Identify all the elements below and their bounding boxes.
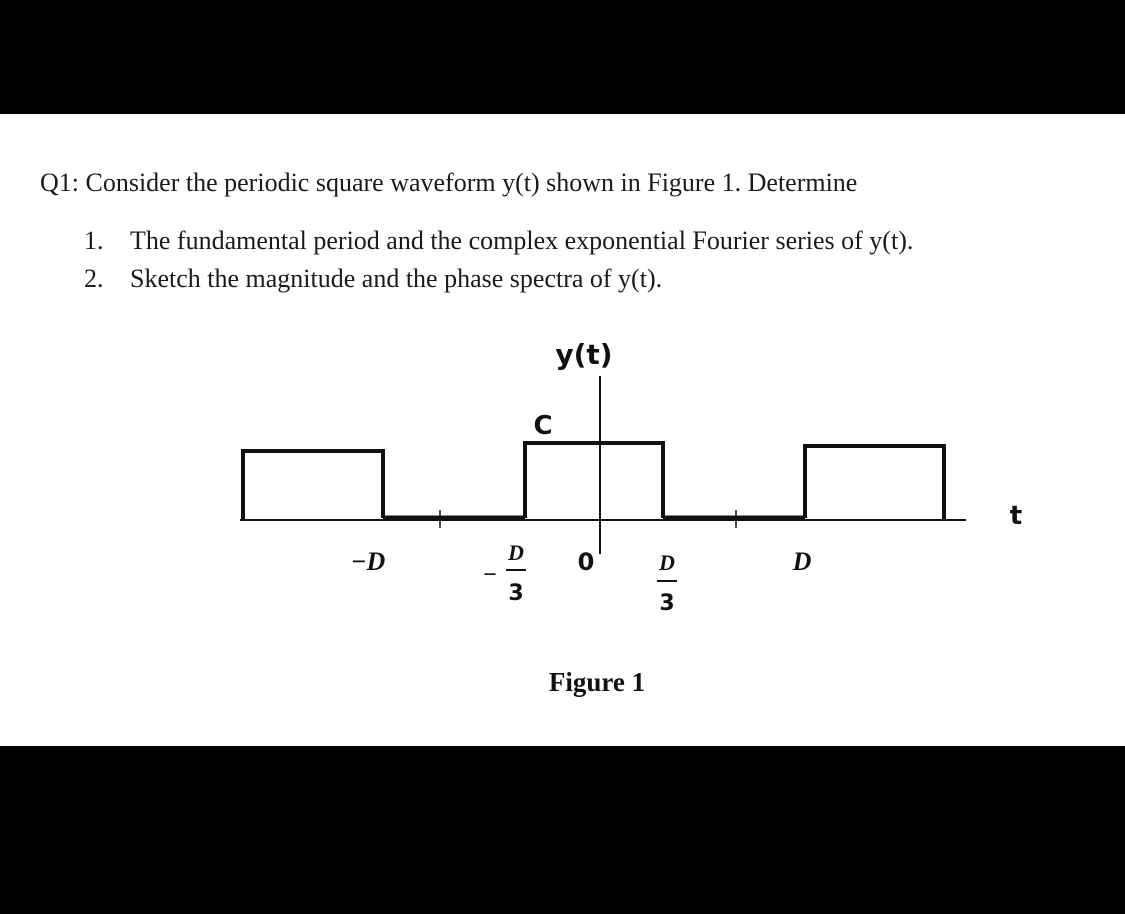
tick-label-zero: 0 <box>577 548 595 576</box>
waveform-pulse-center <box>525 443 663 518</box>
item-text: The fundamental period and the complex exponential Fourier series of y(t). <box>130 226 914 255</box>
tick-label-pos-D3-denominator: 3 <box>659 591 675 616</box>
figure-caption: Figure 1 <box>548 667 646 697</box>
tick-label-neg-D3-numerator: D <box>508 540 524 565</box>
tick-label-neg-D3-sign: − <box>483 562 497 588</box>
tick-label-neg-D3-denominator: 3 <box>508 581 524 606</box>
tick-label-neg-D: −D <box>350 547 386 576</box>
item-number: 1. <box>84 226 104 255</box>
document-page <box>0 114 1125 746</box>
waveform-pulse-right <box>805 446 944 520</box>
amplitude-label: C <box>533 411 553 441</box>
question-text: Q1: Consider the periodic square waveform y(t) shown in Figure 1. Determine <box>40 168 858 197</box>
tick-label-pos-D: D <box>792 547 812 576</box>
item-number: 2. <box>84 264 104 293</box>
item-text: Sketch the magnitude and the phase spectra of y(t). <box>130 264 663 293</box>
figure-1-waveform <box>0 114 1125 746</box>
y-axis-label: y(t) <box>555 338 613 371</box>
waveform-pulse-left <box>243 451 383 520</box>
t-axis-label: t <box>1009 501 1023 531</box>
tick-label-pos-D3-numerator: D <box>659 550 675 575</box>
